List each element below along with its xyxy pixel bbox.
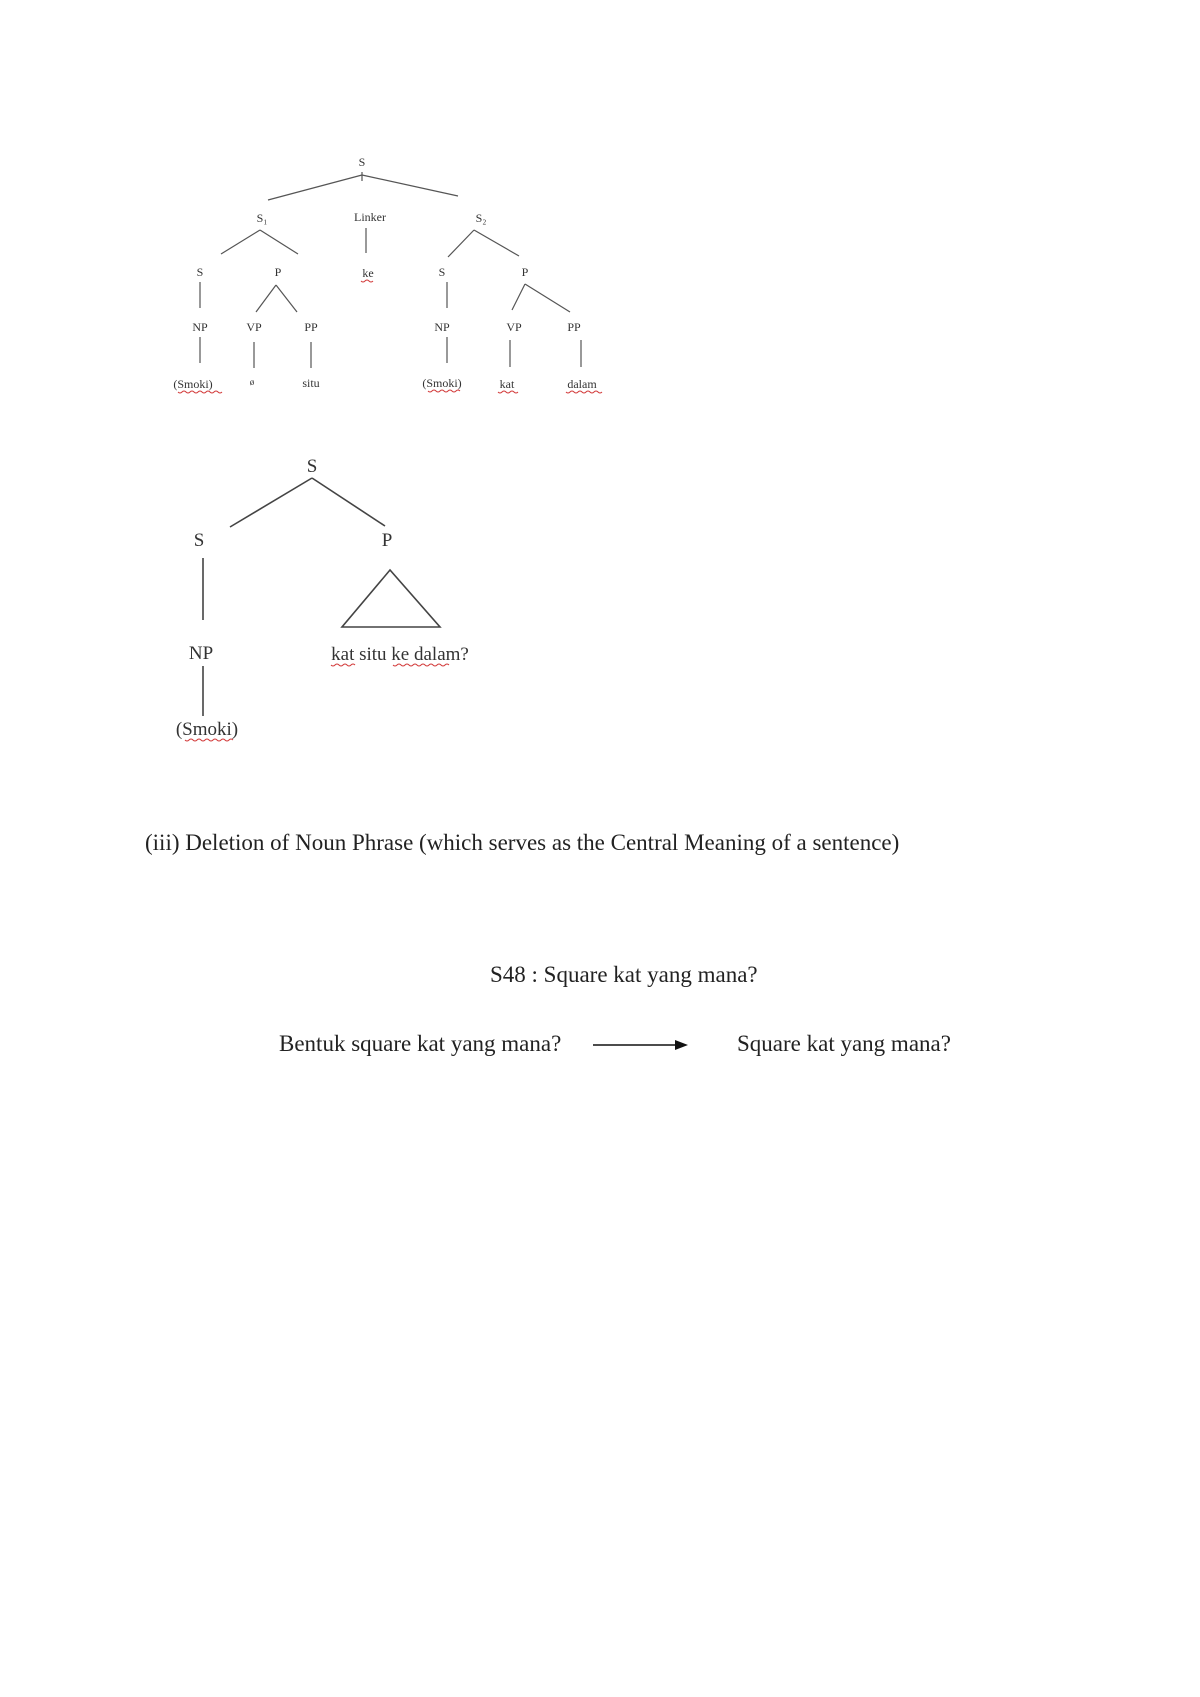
tree2-edge xyxy=(312,478,385,526)
tree1-linker-label: Linker xyxy=(354,210,386,224)
tree1-s2-pp-label: PP xyxy=(567,320,581,334)
example-label-line: S48 : Square kat yang mana? xyxy=(490,962,758,987)
syntax-tree-simplified xyxy=(0,0,1200,800)
tree1-s2-vp-label: VP xyxy=(506,320,522,334)
tree1-s2-np-word: (Smoki) xyxy=(422,376,462,390)
tree2-root-label: S xyxy=(306,456,318,477)
tree2-edge xyxy=(230,478,312,527)
tree1-linker-word: ke xyxy=(362,266,374,280)
tree1-s1-predicate-label: P xyxy=(274,265,282,279)
tree2-np-label: NP xyxy=(188,643,214,664)
tree2-predicate-words: kat situ ke dalam? xyxy=(331,644,469,665)
tree1-root-label: S xyxy=(358,155,366,169)
tree1-s1-subject-label: S xyxy=(196,265,204,279)
example-before-sentence: Bentuk square kat yang mana? xyxy=(279,1031,562,1056)
tree2-predicate-triangle xyxy=(342,570,440,627)
tree2-predicate-label: P xyxy=(381,530,393,551)
tree1-s1-np-label: NP xyxy=(192,320,208,334)
tree1-s1-np-word: (Smoki) xyxy=(173,377,213,391)
tree1-s1-label: S₁ xyxy=(256,211,268,225)
tree1-s1-pp-label: PP xyxy=(304,320,318,334)
right-arrow-icon xyxy=(593,1035,689,1055)
tree1-s1-vp-word: ø xyxy=(249,377,255,387)
tree1-s2-vp-word: kat xyxy=(499,377,515,391)
tree1-s2-pp-word: dalam xyxy=(567,377,597,391)
tree1-s1-vp-label: VP xyxy=(246,320,262,334)
example-after-sentence: Square kat yang mana? xyxy=(737,1031,951,1056)
tree2-subject-label: S xyxy=(193,530,205,551)
tree1-s1-pp-word: situ xyxy=(302,376,320,390)
section-heading: (iii) Deletion of Noun Phrase (which serves as the Central Meaning of a sentence) xyxy=(145,830,900,855)
tree1-s2-label: S₂ xyxy=(475,211,487,225)
tree1-s2-np-label: NP xyxy=(434,320,450,334)
tree2-np-word: (Smoki) xyxy=(175,719,239,740)
tree1-s2-subject-label: S xyxy=(438,265,446,279)
tree1-s2-predicate-label: P xyxy=(521,265,529,279)
